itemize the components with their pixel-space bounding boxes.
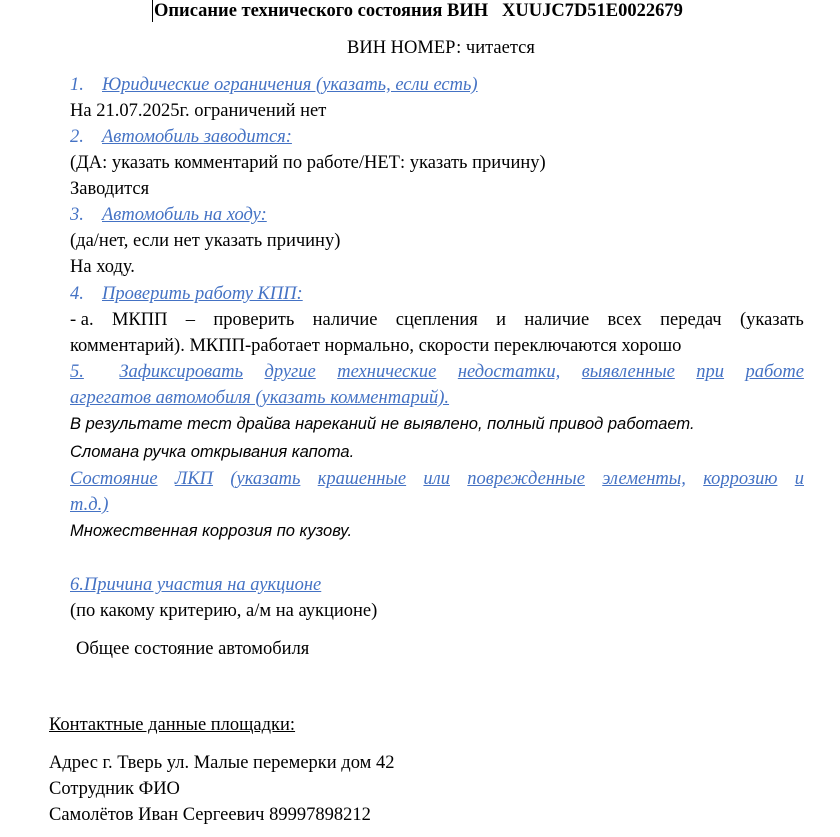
- section-5-answer-2: Сломана ручка открывания капота.: [70, 443, 355, 461]
- section-3-title: Автомобиль на ходу:: [102, 205, 267, 225]
- section-2-title: Автомобиль заводится:: [102, 127, 292, 147]
- word: –: [185, 310, 196, 330]
- word: проверить: [213, 310, 295, 330]
- title-text: Описание технического состояния ВИН: [154, 1, 489, 21]
- section-5-heading-line-1: [70, 361, 804, 383]
- section-4-answer-line-2: комментарий). МКПП-работает нормально, скорости переключаются хорошо: [70, 336, 682, 356]
- section-1-heading: [70, 74, 478, 96]
- section-3-hint: (да/нет, если нет указать причину): [70, 231, 341, 251]
- section-1-answer: На 21.07.2025г. ограничений нет: [70, 101, 327, 121]
- word: или: [423, 469, 450, 489]
- word: поврежденные: [467, 469, 585, 489]
- section-4-heading: [70, 283, 303, 305]
- word: наличие: [312, 310, 378, 330]
- section-6-answer: Общее состояние автомобиля: [76, 639, 310, 659]
- document-title: [152, 0, 683, 22]
- vin-readable-line: ВИН НОМЕР: читается: [347, 38, 535, 58]
- paint-heading-line-2: т.д.): [70, 495, 109, 515]
- contacts-heading: Контактные данные площадки:: [49, 715, 296, 735]
- section-2-heading: [70, 126, 292, 148]
- section-2-number: 2.: [70, 127, 84, 147]
- word: - а.: [70, 310, 94, 330]
- section-6-hint: (по какому критерию, а/м на аукционе): [70, 601, 378, 621]
- word: передач: [660, 310, 722, 330]
- word: наличие: [524, 310, 590, 330]
- word: МКПП: [111, 310, 168, 330]
- word: технические: [337, 362, 437, 382]
- word: недостатки,: [457, 362, 561, 382]
- word: Состояние: [70, 469, 158, 489]
- word: сцепления: [395, 310, 478, 330]
- section-5-heading-line-2: агрегатов автомобиля (указать комментарий).: [70, 388, 450, 408]
- word: другие: [264, 362, 316, 382]
- word: ЛКП: [174, 469, 214, 489]
- section-2-hint: (ДА: указать комментарий по работе/НЕТ: указать причину): [70, 153, 546, 173]
- section-4-title: Проверить работу КПП:: [102, 284, 303, 304]
- word: выявленные: [581, 362, 675, 382]
- section-4-number: 4.: [70, 284, 84, 304]
- word: (указать: [230, 469, 301, 489]
- section-2-answer: Заводится: [70, 179, 150, 199]
- word: крашенные: [317, 469, 407, 489]
- vin-code: XUUJC7D51E0022679: [501, 1, 683, 21]
- word: Зафиксировать: [119, 362, 243, 382]
- section-3-number: 3.: [70, 205, 84, 225]
- word: (указать: [739, 310, 804, 330]
- word: работе: [745, 362, 804, 382]
- section-6-heading: 6.Причина участия на аукционе: [70, 575, 322, 595]
- contacts-address: Адрес г. Тверь ул. Малые перемерки дом 42: [49, 753, 395, 773]
- word: и: [496, 310, 506, 330]
- section-5-number: 5.: [70, 362, 84, 382]
- paint-heading-line-1: [70, 468, 804, 490]
- word: элементы,: [602, 469, 686, 489]
- word: коррозию: [703, 469, 778, 489]
- word: всех: [607, 310, 642, 330]
- contacts-employee: Самолётов Иван Сергеевич 89997898212: [49, 805, 371, 825]
- paint-answer: Множественная коррозия по кузову.: [70, 522, 353, 540]
- word: и: [794, 469, 804, 489]
- section-3-heading: [70, 204, 267, 226]
- section-3-answer: На ходу.: [70, 257, 135, 277]
- section-1-number: 1.: [70, 75, 84, 95]
- word: при: [696, 362, 725, 382]
- section-4-answer-line-1: [70, 309, 804, 331]
- section-5-answer-1: В результате тест драйва нареканий не выявлено, полный привод работает.: [70, 415, 695, 433]
- contacts-employee-label: Сотрудник ФИО: [49, 779, 180, 799]
- section-1-title: Юридические ограничения (указать, если есть): [102, 75, 478, 95]
